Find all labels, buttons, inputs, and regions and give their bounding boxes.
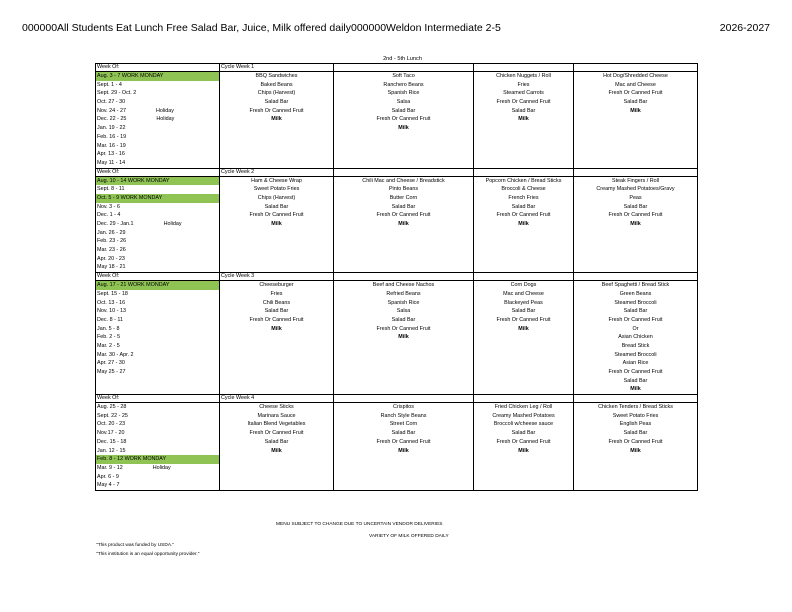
day-menu-cell	[474, 281, 574, 395]
menu-item: Cheese Sticks	[259, 404, 294, 411]
menu-item: Spanish Rice	[387, 90, 420, 97]
menu-item: Ranch Style Beans	[380, 412, 427, 419]
header-cell	[474, 273, 574, 281]
header-cell	[574, 273, 698, 281]
menu-item: Chicken Tenders / Bread Sticks	[598, 404, 673, 411]
menu-item: Fresh Or Canned Fruit	[496, 212, 551, 219]
menu-item: Salad Bar	[264, 438, 289, 445]
week-dates-cell	[96, 281, 220, 395]
menu-item: Milk	[518, 116, 529, 123]
day-menu-cell	[574, 176, 698, 273]
menu-item: Fresh Or Canned Fruit	[496, 316, 551, 323]
week-date: Feb. 16 - 19	[97, 133, 127, 140]
week-of-label: Week Of:	[97, 395, 120, 402]
week-date: Mar. 9 - 12 Holiday	[97, 464, 171, 471]
menu-item: Fresh Or Canned Fruit	[496, 99, 551, 106]
menu-item: Milk	[630, 107, 641, 114]
menu-item: Salad Bar	[391, 316, 416, 323]
header-cell	[474, 64, 574, 72]
week-date: Jan. 12 - 15	[97, 447, 126, 454]
menu-item: Pinto Beans	[388, 186, 419, 193]
day-menu-cell	[574, 72, 698, 169]
week-date: May 11 - 14	[97, 159, 126, 166]
menu-item: Salad Bar	[264, 99, 289, 106]
holiday-label: Holiday	[152, 464, 171, 471]
week-of-label: Week Of:	[97, 168, 120, 175]
menu-item: Fries	[270, 290, 283, 297]
menu-item: Ranchero Beans	[383, 81, 424, 88]
holiday-label: Holiday	[155, 107, 174, 114]
menu-item: Baked Beans	[260, 81, 293, 88]
menu-item: Bread Stick	[621, 342, 650, 349]
day-menu-cell	[474, 403, 574, 491]
menu-item: Fresh Or Canned Fruit	[249, 107, 304, 114]
cycle-label: Cycle Week 2	[220, 168, 334, 176]
menu-item: Fresh Or Canned Fruit	[608, 369, 663, 375]
week-date: Mar. 2 - 5	[97, 342, 120, 349]
menu-item: Corn Dogs	[510, 282, 537, 289]
week-date: Sept. 15 - 18	[97, 290, 128, 297]
week-date: Dec. 8 - 11	[97, 316, 123, 323]
menu-item: Fresh Or Canned Fruit	[376, 438, 431, 445]
menu-item: Salad Bar	[391, 107, 416, 114]
menu-item: Fresh Or Canned Fruit	[376, 116, 431, 123]
week-of-header	[96, 273, 220, 281]
menu-change-notice: MENU SUBJECT TO CHANGE DUE TO UNCERTAIN VENDOR DELIVERIES	[276, 522, 443, 527]
menu-item: Asian Rice	[622, 360, 649, 367]
menu-item: Chili Mac and Cheese / Breadstick	[362, 177, 445, 184]
week-date: Jan. 26 - 29	[97, 229, 126, 236]
menu-item: Asian Chicken	[618, 334, 653, 341]
holiday-label: Holiday	[156, 116, 175, 123]
cycle-header-row	[96, 273, 698, 281]
menu-item: Chili Beans	[262, 299, 291, 306]
menu-item: Milk	[271, 447, 282, 454]
day-menu-cell	[574, 403, 698, 491]
day-menu-cell	[220, 176, 334, 273]
menu-item: Milk	[518, 221, 529, 227]
header-cell	[334, 168, 474, 176]
cycle-header-row	[96, 64, 698, 72]
menu-item: Steamed Broccoli	[614, 299, 657, 306]
week-dates-cell	[96, 403, 220, 491]
week-date: Mar. 30 - Apr. 2	[97, 351, 134, 358]
menu-item: Milk	[271, 116, 282, 123]
menu-item: Or	[632, 325, 639, 332]
menu-item: Salad Bar	[623, 430, 648, 437]
week-date: Aug. 3 - 7 WORK MONDAY	[96, 72, 219, 81]
menu-item: Chips (Harvest)	[257, 90, 296, 97]
menu-item: Milk	[630, 447, 641, 454]
menu-item: Chicken Nuggets / Roll	[496, 73, 551, 79]
week-date: Nov. 24 - 27 Holiday	[97, 107, 174, 114]
menu-item: Salad Bar	[511, 107, 536, 114]
week-date: Sept. 22 - 25	[97, 412, 128, 419]
menu-item: Salad Bar	[511, 430, 536, 437]
menu-item: Salad Bar	[623, 99, 648, 106]
menu-item: Milk	[271, 221, 282, 227]
cycle-label: Cycle Week 3	[220, 273, 334, 281]
week-of-header	[96, 168, 220, 176]
menu-item: Fresh Or Canned Fruit	[496, 438, 551, 445]
menu-item: Milk	[630, 386, 641, 393]
week-date: Dec. 22 - 25 Holiday	[97, 116, 175, 123]
menu-item: Fresh Or Canned Fruit	[376, 325, 431, 332]
week-date: Oct. 5 - 9 WORK MONDAY	[96, 194, 219, 203]
cycle-body-row	[96, 403, 698, 491]
week-date: Sept. 29 - Oct. 2	[97, 90, 137, 97]
day-menu-cell	[334, 403, 474, 491]
week-date: Sept. 1 - 4	[97, 81, 122, 88]
menu-item: Salad Bar	[623, 308, 648, 315]
week-of-header	[96, 395, 220, 403]
menu-item: Peas	[629, 194, 642, 201]
menu-item: Spanish Rice	[387, 299, 420, 306]
menu-item: Salad Bar	[391, 430, 416, 437]
day-menu-cell	[220, 72, 334, 169]
header-cell	[474, 168, 574, 176]
menu-item: Milk	[518, 447, 529, 454]
week-date: Apr. 13 - 16	[97, 151, 125, 158]
week-date: Mar. 16 - 19	[97, 142, 126, 149]
menu-item: Milk	[398, 221, 409, 227]
menu-item: Salad Bar	[391, 203, 416, 210]
menu-item: Mac and Cheese	[615, 81, 656, 88]
lunch-menu-table	[95, 63, 698, 491]
menu-item: Fresh Or Canned Fruit	[249, 316, 304, 323]
menu-item: Street Corn	[389, 421, 418, 428]
menu-item: Milk	[518, 325, 529, 332]
menu-item: Chips (Harvest)	[257, 194, 296, 201]
lunch-subtitle: 2nd - 5th Lunch	[383, 56, 422, 62]
menu-item: Butter Corn	[389, 194, 418, 201]
menu-item: Fries	[517, 81, 530, 88]
week-date: Nov.17 - 20	[97, 430, 125, 437]
menu-item: Soft Taco	[392, 73, 415, 79]
cycle-label: Cycle Week 4	[220, 395, 334, 403]
menu-item: Fresh Or Canned Fruit	[376, 212, 431, 219]
school-year: 2026-2027	[719, 22, 770, 34]
week-date: Feb. 8 - 12 WORK MONDAY	[96, 455, 219, 464]
header-cell	[474, 395, 574, 403]
week-date: Sept. 8 - 11	[97, 186, 125, 193]
day-menu-cell	[334, 176, 474, 273]
week-date: Aug. 25 - 28	[97, 404, 127, 411]
week-date: Aug. 17 - 21 WORK MONDAY	[96, 281, 219, 290]
menu-item: Steak Fingers / Roll	[611, 177, 660, 184]
cycle-body-row	[96, 72, 698, 169]
cycle-body-row	[96, 176, 698, 273]
week-date: Apr. 6 - 9	[97, 473, 119, 480]
menu-item: Fresh Or Canned Fruit	[608, 90, 663, 97]
menu-item: BBQ Sandwiches	[255, 73, 298, 79]
header-cell	[574, 395, 698, 403]
week-date: Oct. 13 - 16	[97, 299, 126, 306]
menu-item: Steamed Carrots	[503, 90, 544, 97]
header-cell	[334, 64, 474, 72]
menu-item: Steamed Broccoli	[614, 351, 657, 358]
menu-item: Italian Blend Vegetables	[247, 421, 306, 428]
menu-item: Salsa	[396, 99, 411, 106]
menu-item: Beef Spaghetti / Bread Stick	[601, 282, 670, 289]
week-of-label: Week Of:	[97, 273, 120, 280]
cycle-header-row	[96, 168, 698, 176]
week-dates-cell	[96, 176, 220, 273]
week-date: Oct. 20 - 23	[97, 421, 126, 428]
week-date: Apr. 20 - 23	[97, 255, 125, 262]
cycle-label: Cycle Week 1	[220, 64, 334, 72]
menu-item: Fresh Or Canned Fruit	[608, 316, 663, 323]
menu-item: Broccoli & Cheese	[501, 186, 546, 193]
day-menu-cell	[220, 403, 334, 491]
week-of-label: Week Of:	[97, 64, 120, 70]
week-date: Nov. 10 - 13	[97, 308, 126, 315]
menu-item: Salad Bar	[264, 203, 289, 210]
menu-item: Crispitos	[393, 404, 414, 411]
menu-item: Milk	[398, 125, 409, 132]
menu-item: Milk	[630, 221, 641, 227]
week-date: Nov. 3 - 6	[97, 203, 120, 210]
menu-item: Fresh Or Canned Fruit	[249, 430, 304, 437]
menu-item: Salad Bar	[623, 203, 648, 210]
day-menu-cell	[474, 72, 574, 169]
header-cell	[574, 168, 698, 176]
menu-item: Hot Dog/Shredded Cheese	[603, 73, 668, 79]
menu-item: Refried Beans	[386, 290, 421, 297]
milk-notice: VARIETY OF MILK OFFERED DAILY	[369, 534, 449, 539]
week-date: May 4 - 7	[97, 482, 120, 489]
menu-item: Milk	[398, 334, 409, 341]
menu-item: Salad Bar	[511, 308, 536, 315]
week-date: Dec. 15 - 18	[97, 438, 127, 445]
menu-item: Beef and Cheese Nachos	[372, 282, 435, 289]
week-date: Jan. 19 - 22	[97, 125, 126, 132]
menu-item: Marinara Sauce	[257, 412, 296, 419]
holiday-label: Holiday	[163, 221, 182, 227]
week-of-header	[96, 64, 220, 72]
week-date: Mar. 23 - 26	[97, 247, 126, 254]
day-menu-cell	[474, 176, 574, 273]
week-date: Aug. 10 - 14 WORK MONDAY	[96, 177, 219, 186]
menu-item: Fresh Or Canned Fruit	[608, 438, 663, 445]
menu-item: Salsa	[396, 308, 411, 315]
menu-item: Cheeseburger	[259, 282, 294, 289]
menu-item: Fresh Or Canned Fruit	[249, 212, 304, 219]
usda-notice: "This product was funded by USDA."	[96, 543, 175, 548]
menu-item: French Fries	[508, 194, 539, 201]
week-date: May 25 - 27	[97, 369, 126, 375]
day-menu-cell	[334, 281, 474, 395]
menu-item: Salad Bar	[623, 377, 648, 384]
week-date: Feb. 2 - 5	[97, 334, 121, 341]
week-date: Jan. 5 - 8	[97, 325, 120, 332]
menu-item: Popcorn Chicken / Bread Sticks	[485, 177, 562, 184]
menu-item: Fried Chicken Leg / Roll	[494, 404, 553, 411]
menu-item: Mac and Cheese	[503, 290, 544, 297]
menu-item: Green Beans	[619, 290, 652, 297]
menu-item: English Peas	[619, 421, 652, 428]
menu-item: Blackeyed Peas	[504, 299, 543, 306]
week-dates-cell	[96, 72, 220, 169]
page-title: 000000All Students Eat Lunch Free Salad Bar, Juice, Milk offered daily000000Weldon Intermediate 2-5	[22, 22, 501, 34]
menu-item: Sweet Potato Fries	[253, 186, 300, 193]
week-date: Feb. 23 - 26	[97, 238, 127, 245]
header-cell	[334, 273, 474, 281]
equal-opportunity-notice: "This institution is an equal opportunity provider."	[96, 552, 200, 557]
menu-item: Ham & Cheese Wrap	[251, 177, 302, 184]
day-menu-cell	[574, 281, 698, 395]
week-date: Oct. 27 - 30	[97, 99, 126, 106]
week-date: May 18 - 21	[97, 264, 126, 271]
week-date: Apr. 27 - 30	[97, 360, 125, 367]
menu-item: Creamy Mashed Potatoes	[492, 412, 555, 419]
menu-item: Milk	[271, 325, 282, 332]
cycle-header-row	[96, 395, 698, 403]
header-cell	[334, 395, 474, 403]
day-menu-cell	[334, 72, 474, 169]
week-date: Dec. 29 - Jan.1 Holiday	[97, 221, 182, 227]
week-date: Dec. 1 - 4	[97, 212, 121, 219]
menu-item: Fresh Or Canned Fruit	[608, 212, 663, 219]
cycle-body-row	[96, 281, 698, 395]
menu-item: Creamy Mashed Potatoes/Gravy	[596, 186, 675, 193]
menu-item: Salad Bar	[264, 308, 289, 315]
menu-item: Broccoli w/cheese sauce	[493, 421, 554, 428]
menu-item: Salad Bar	[511, 203, 536, 210]
header-cell	[574, 64, 698, 72]
day-menu-cell	[220, 281, 334, 395]
menu-item: Sweet Potato Fries	[612, 412, 659, 419]
menu-item: Milk	[398, 447, 409, 454]
